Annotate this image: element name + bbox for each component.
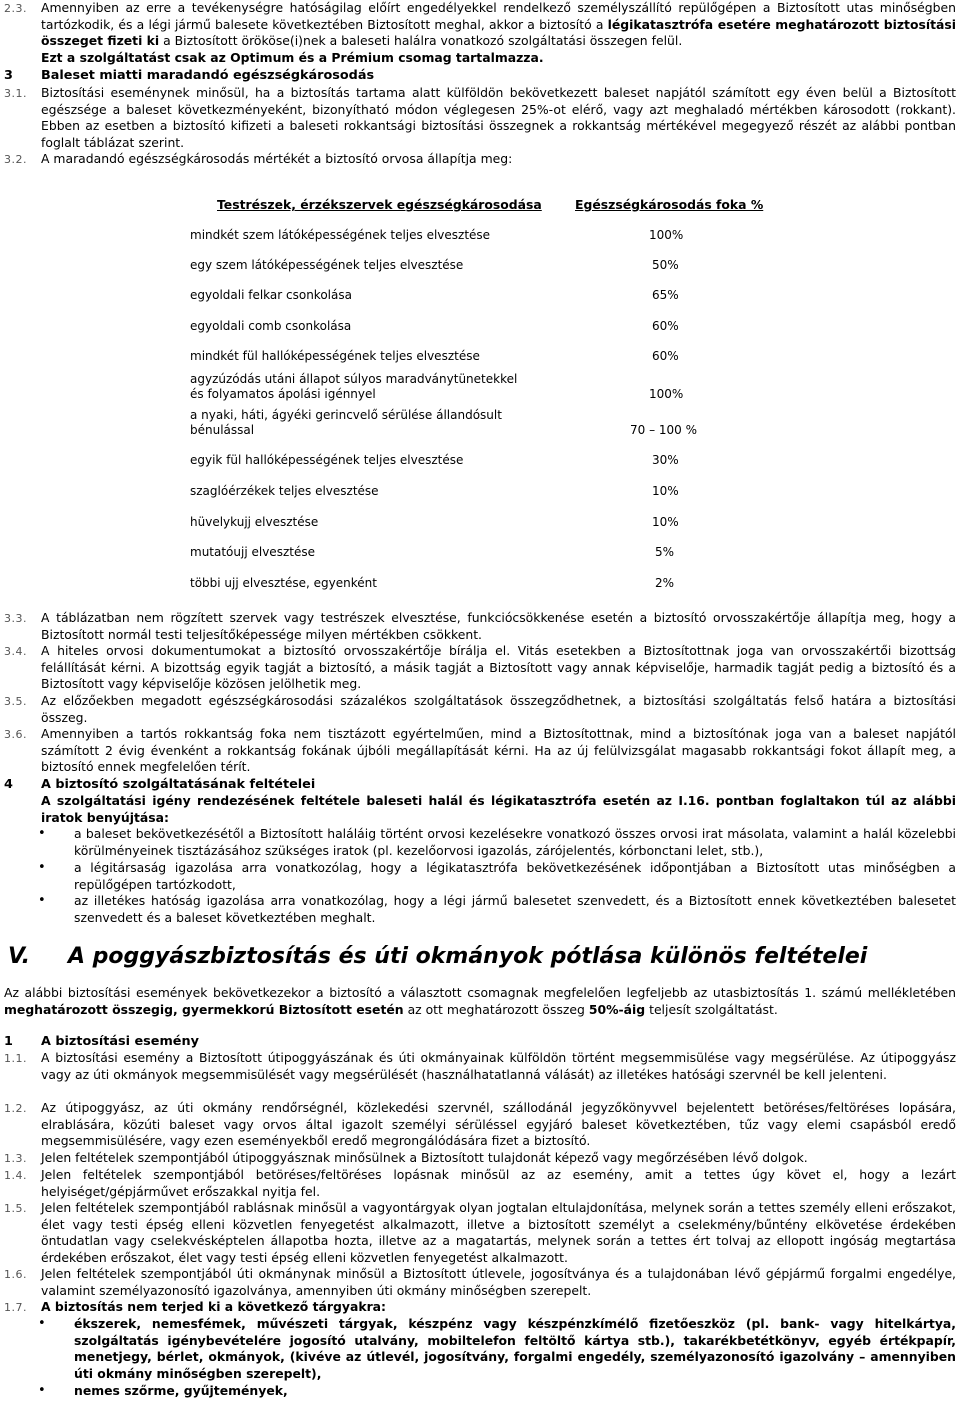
table-row-label: mindkét fül hallóképességének teljes elvesztése (190, 349, 480, 363)
table-row-label: egyik fül hallóképességének teljes elvesztése (190, 453, 464, 467)
table-row-value: 60% (652, 319, 679, 333)
paragraph-3-5 (4, 693, 956, 726)
bullet-icon: • (38, 860, 46, 875)
paragraph-number: 3.3. (4, 612, 27, 625)
table-row-value: 100% (649, 387, 684, 401)
paragraph-text: Jelen feltételek szempontjából rablásnak minősül a vagyontárgyak olyan jogtalan eltulajdonítása, melynek során a tettes személy elleni erőszakot, élet vagy testi épség elleni közvetlen fenyegetést alkalmazott, illetve a biztosított személyt a cselekmény/bűntény elkövetése érdekében öntudatlan vagy cselekvésképtelen állapotba hozta, illetve az a magatartás, melynek során a tettes ért tolvaj az ellopott ingóság megtartása érdekében erőszakot, élet vagy testi épség elleni közvetlen fenyegetést alkalmazott. (41, 1200, 956, 1265)
paragraph-number: 3.4. (4, 645, 27, 658)
paragraph-title: A biztosítás nem terjed ki a következő tárgyakra: (41, 1299, 387, 1314)
section-title: A biztosítási esemény (41, 1034, 199, 1049)
bullet-text: nemes szőrme, gyűjtemények, (74, 1383, 288, 1398)
paragraph-1-3 (4, 1150, 956, 1167)
table-row-value: 10% (652, 484, 679, 498)
intro-text: teljesít szolgáltatást. (645, 1001, 778, 1017)
paragraph-text: A maradandó egészségkárosodás mértékét a biztosító orvosa állapítja meg: (41, 151, 513, 166)
paragraph-text: Amennyiben az erre a tevékenységre hatóságilag előírt engedélyekkel rendelkező személyszállító repülőgépen a Biztosított utas minőségben tartózkodik, és a légi jármű balesete következtében Biztosított meghal, akkor a biztosító a (41, 0, 956, 32)
table-row-value: 100% (649, 228, 684, 242)
paragraph-3-3 (4, 610, 956, 643)
chapter-number: V. (8, 944, 30, 969)
section-number: 4 (4, 777, 13, 792)
paragraph-text: Jelen feltételek szempontjából útipoggyásznak minősülnek a Biztosított tulajdonát képező vagy megőrzésében lévő dolgok. (41, 1150, 808, 1165)
table-row-value: 65% (652, 288, 679, 302)
bullet-icon: • (38, 1383, 46, 1398)
section-number: 1 (4, 1034, 13, 1049)
section-title: A biztosító szolgáltatásának feltételei (41, 777, 316, 792)
paragraph-number: 3.1. (4, 87, 27, 100)
table-row-label: agyzúzódás utáni állapot súlyos maradványtünetekkel és folyamatos ápolási igénnyel (190, 372, 518, 401)
bullet-text: a légitársaság igazolása arra vonatkozólag, hogy a légikatasztrófa bekövetkezésének időpontjában a Biztosított utas minőségben a repülőgépen tartózkodott, (74, 860, 956, 892)
bold-text: 50%-áig (588, 1001, 646, 1017)
bullet-icon: • (38, 826, 46, 841)
paragraph-3-1 (4, 85, 956, 151)
paragraph-number: 1.4. (4, 1169, 27, 1182)
paragraph-number: 3.5. (4, 695, 27, 708)
table-row-value: 10% (652, 515, 679, 529)
table-row-label: egyoldali felkar csonkolása (190, 288, 352, 302)
paragraph-3-4 (4, 643, 956, 693)
paragraph-number: 1.7. (4, 1301, 27, 1314)
table-row-label: többi ujj elvesztése, egyenként (190, 576, 377, 590)
table-header-degree: Egészségkárosodás foka % (575, 197, 764, 212)
paragraph-1-5 (4, 1200, 956, 1266)
paragraph-number: 2.3. (4, 2, 27, 15)
section-number: 3 (4, 68, 13, 83)
paragraph-number: 3.2. (4, 153, 27, 166)
bold-text: légikatasztrófa esetére meghatározott biztosítási összeget fizeti ki (41, 16, 956, 49)
table-row-label: mindkét szem látóképességének teljes elvesztése (190, 228, 491, 242)
bullet-icon: • (38, 893, 46, 908)
paragraph-text: Amennyiben a tartós rokkantság foka nem tisztázott egyértelműen, mind a Biztosítottnak, mind a biztosítónak joga van a baleset napjától számított 2 évig évenként a rokkantság fokának újbóli megállapítását kérni. Ha az új felülvizsgálat magasabb rokkantsági fokot állapít meg, a biztosító ennek megfelelően térít. (41, 726, 956, 775)
paragraph-text: Az útipoggyász, az úti okmány rendőrségnél, közlekedési szervnél, szállodánál jegyzőkönyvvel bejelentett betöréses/feltöréses lopására, elrablására, közúti baleset vagy orvos által igazolt személyi sérüléssel egyjáró baleset következtében, tűz vagy elemi csapásból eredő megsemmisülésére, vagy ezen eseményekből eredő megrongálódására fizet a biztosító. (41, 1100, 956, 1149)
table-row-label: mutatóujj elvesztése (190, 545, 315, 559)
bullet-text: a baleset bekövetkezésétől a Biztosított haláláig történt orvosi kezelésekre vonatkozó összes orvosi irat másolata, valamint a halál közelebbi körülményeinek tisztázásához szükséges iratok (pl. kezelőorvosi igazolás, zárójelentés, kórbonctani lelet, stb.), (74, 826, 956, 858)
section-title: Baleset miatti maradandó egészségkárosodás (41, 68, 375, 83)
table-row-label: szaglóérzékek teljes elvesztése (190, 484, 379, 498)
section-4-lead (4, 793, 956, 826)
paragraph-text: Biztosítási eseménynek minősül, ha a biztosítás tartama alatt külföldön bekövetkezett baleset napjától számított egy éven belül a Biztosított egészsége a baleset következményeként, bizonyítható módon véglegesen 25%-ot elérő, vagy azt meghaladó mértékben károsodott (rokkant). Ebben az esetben a biztosító kifizeti a baleseti rokkantsági biztosítási összegnek a rokkantság mértékével megegyező részét az alábbi pontban foglalt táblázat szerint. (41, 85, 956, 150)
paragraph-1-6 (4, 1266, 956, 1299)
paragraph-number: 1.5. (4, 1202, 27, 1215)
paragraph-1-2 (4, 1100, 956, 1150)
table-row-value: 2% (655, 576, 675, 590)
lead-text: A szolgáltatási igény rendezésének feltétele baleseti halál és légikatasztrófa esetén az I.16. pontban foglaltakon túl az alábbi iratok benyújtása: (41, 793, 956, 825)
paragraph-text: A hiteles orvosi dokumentumokat a biztosító orvosszakértője bírálja el. Vitás esetekben a Biztosítottnak joga van orvosszakértői bizottság felállítását kérni. A bizottság egyik tagját a biztosító, a másik tagját a Biztosított vagy annak képviselője, harmadik tagját pedig a biztosító és a Biztosított vagy képviselője közösen jelölhetik meg. (41, 643, 956, 692)
table-row-value: 70 – 100 % (630, 423, 698, 437)
paragraph-text: A táblázatban nem rögzített szervek vagy testrészek elvesztése, funkciócsökkenése esetén a biztosító orvosszakértője állapítja meg, hogy a Biztosított normál testi teljesítőképessége milyen mértékben csökkent. (41, 610, 956, 642)
table-row-label: a nyaki, háti, ágyéki gerincvelő sérülése állandósult bénulással (190, 408, 502, 437)
table-row-value: 30% (652, 453, 679, 467)
bold-note: Ezt a szolgáltatást csak az Optimum és a Prémium csomag tartalmazza. (41, 49, 544, 65)
paragraph-text: Jelen feltételek szempontjából betöréses/feltöréses lopásnak minősül az az esemény, amit a tettes úgy követ el, hogy a lezárt helyiséget/gépjárművet erőszakkal nyitja fel. (41, 1167, 956, 1199)
intro-text: Az alábbi biztosítási események bekövetkezekor a biztosító a választott csomagnak megfelelően legfeljebb az utasbiztosítás 1. számú mellékletében (4, 985, 956, 1000)
table-row-label: egy szem látóképességének teljes elvesztése (190, 258, 464, 272)
table-row-label: egyoldali comb csonkolása (190, 319, 352, 333)
bullet-text: ékszerek, nemesfémek, művészeti tárgyak, készpénz vagy készpénzkímélő fizetőeszköz (pl. bank- vagy hitelkártya, szolgáltatás igénybevételére jogosító utalvány, mobiltelefon feltöltő kártya stb.), takarékbetétkönyv, egyéb értékpapír, menetjegy, bérlet, okmányok, (kivéve az útlevél, jogosítvány, forgalmi engedély, személyazonosító igazolvány – amennyiben úti okmány minőségben szerepelt), (74, 1316, 956, 1381)
paragraph-1-4 (4, 1167, 956, 1200)
paragraph-2-3 (4, 0, 956, 66)
chapter-title: A poggyászbiztosítás és úti okmányok pótlása különös feltételei (68, 944, 868, 969)
paragraph-text: a Biztosított örököse(i)nek a baleseti halálra vonatkozó szolgáltatási összegen felül. (159, 33, 683, 49)
table-row-label: hüvelykujj elvesztése (190, 515, 319, 529)
chapter-intro (4, 985, 956, 1018)
paragraph-text: Jelen feltételek szempontjából úti okmánynak minősül a Biztosított útlevele, jogosítványa és a tulajdonában lévő gépjármű forgalmi engedélye, valamint személyazonosító igazolványa, amennyiben úti okmány minőségben szerepelt. (41, 1266, 956, 1298)
paragraph-text: A biztosítási esemény a Biztosított útipoggyászának és úti okmányainak külföldön történt megsemmisülése vagy megsérülése. Az útipoggyász vagy az úti okmányok megsemmisülését vagy megsérülését (használhatatlanná válását) az illetékes hatósági szervnél be kell jelenteni. (41, 1050, 956, 1082)
bullet-icon: • (38, 1316, 46, 1331)
paragraph-number: 1.6. (4, 1268, 27, 1281)
paragraph-text: Az előzőekben megadott egészségkárosodási százalékos szolgáltatások összegződhetnek, a biztosítási szolgáltatás felső határa a biztosítási összeg. (41, 693, 956, 725)
paragraph-number: 1.2. (4, 1102, 27, 1115)
table-header-body-part: Testrészek, érzékszervek egészségkárosodása (217, 197, 542, 212)
table-row-value: 60% (652, 349, 679, 363)
paragraph-1-1 (4, 1050, 956, 1083)
paragraph-3-2 (4, 151, 956, 168)
paragraph-3-6 (4, 726, 956, 776)
paragraph-number: 1.3. (4, 1152, 27, 1165)
paragraph-number: 1.1. (4, 1052, 27, 1065)
table-row-value: 5% (655, 545, 675, 559)
intro-text: az ott meghatározott összeg (403, 1001, 589, 1017)
paragraph-1-7 (4, 1299, 956, 1316)
paragraph-number: 3.6. (4, 728, 27, 741)
bold-text: meghatározott összegig, gyermekkorú Biztosított esetén (4, 1001, 404, 1017)
bullet-text: az illetékes hatóság igazolása arra vonatkozólag, hogy a légi jármű balesetet szenvedett, és a Biztosított ennek következtében balesetet szenvedett és a baleset következtében meghalt. (74, 893, 956, 925)
table-row-value: 50% (652, 258, 679, 272)
